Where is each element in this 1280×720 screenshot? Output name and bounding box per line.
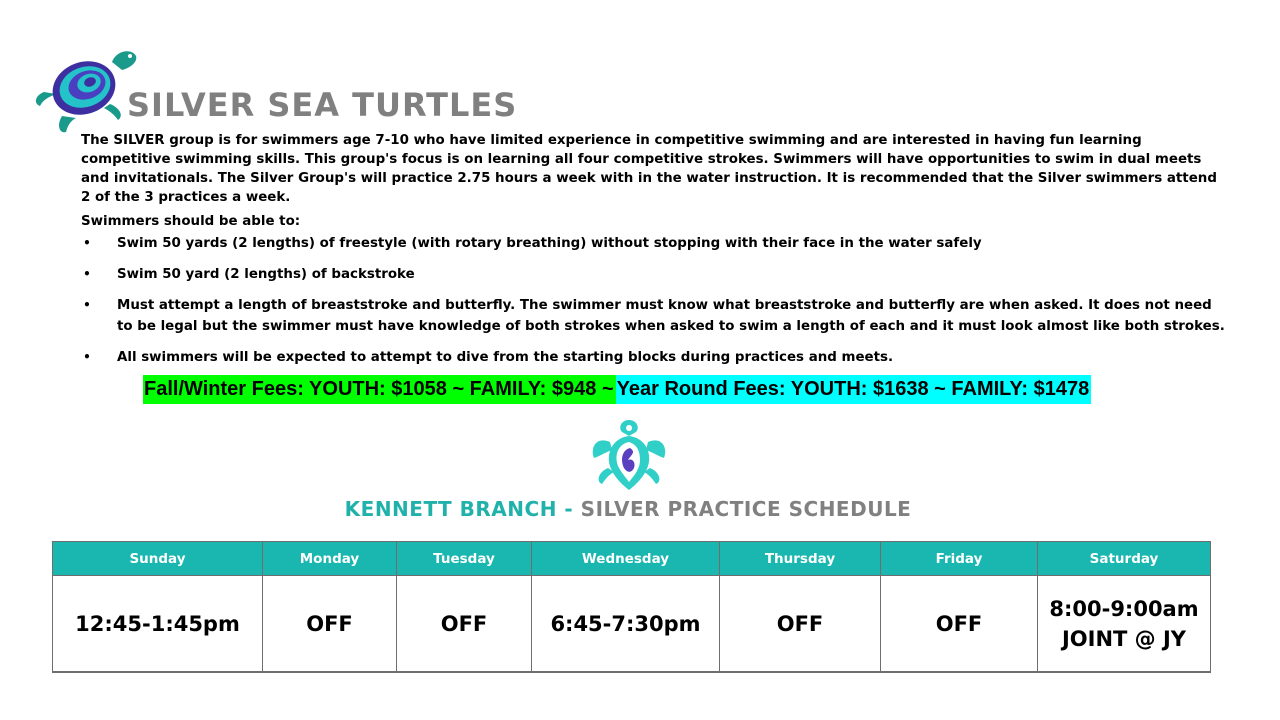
list-item: • All swimmers will be expected to attempt to dive from the starting blocks during practices and meets. — [81, 347, 1226, 368]
column-header: Wednesday — [532, 542, 720, 576]
column-header: Tuesday — [397, 542, 532, 576]
table-cell: OFF — [720, 576, 881, 673]
table-header-row — [53, 542, 1211, 576]
bullet-icon: • — [83, 236, 91, 250]
practice-schedule-table — [52, 541, 1211, 673]
schedule-heading: SILVER PRACTICE SCHEDULE — [580, 497, 912, 521]
table-cell — [1038, 576, 1211, 673]
branch-name: KENNETT BRANCH - — [344, 497, 581, 521]
year-round-fees: Year Round Fees: YOUTH: $1638 ~ FAMILY: $1478 — [616, 375, 1092, 404]
schedule-title — [0, 497, 1256, 521]
table-cell: 6:45-7:30pm — [532, 576, 720, 673]
intro-paragraph: The SILVER group is for swimmers age 7-10 who have limited experience in competitive swimming and are interested in having fun learning competitive swimming skills. This group's focus is on learning all four competitive strokes. Swimmers will have opportunities to swim in dual meets and invitationals. The Silver Group's will practice 2.75 hours a week with in the water instruction. It is recommended that the Silver swimmers attend 2 of the 3 practices a week. — [81, 133, 1217, 205]
column-header: Friday — [881, 542, 1038, 576]
table-cell: OFF — [397, 576, 532, 673]
bullet-icon: • — [83, 267, 91, 281]
list-item: • Swim 50 yard (2 lengths) of backstroke — [81, 264, 1226, 285]
saturday-note: JOINT @ JY — [1061, 626, 1187, 651]
fees-line — [143, 375, 1091, 404]
list-item: • Must attempt a length of breaststroke and butterfly. The swimmer must know what breaststroke and butterfly are when asked. It does not need to be legal but the swimmer must have knowledge of both strokes when asked to swim a length of each and it must look almost like both strokes. — [81, 295, 1226, 337]
bullet-icon: • — [83, 298, 91, 312]
table-cell: OFF — [881, 576, 1038, 673]
page-title: SILVER SEA TURTLES — [127, 86, 518, 124]
turtle-icon — [32, 48, 140, 134]
saturday-time: 8:00-9:00am — [1049, 596, 1199, 621]
table-cell: 12:45-1:45pm — [53, 576, 263, 673]
table-cell: OFF — [263, 576, 397, 673]
fall-winter-fees: Fall/Winter Fees: YOUTH: $1058 ~ FAMILY: $948 ~ — [143, 375, 616, 404]
column-header: Saturday — [1038, 542, 1211, 576]
requirements-lead: Swimmers should be able to: — [81, 214, 301, 229]
turtle-icon — [588, 418, 670, 492]
table-row — [53, 576, 1211, 673]
column-header: Sunday — [53, 542, 263, 576]
bullet-icon: • — [83, 350, 91, 364]
column-header: Monday — [263, 542, 397, 576]
list-item: • Swim 50 yards (2 lengths) of freestyle (with rotary breathing) without stopping with their face in the water safely — [81, 233, 1226, 254]
column-header: Thursday — [720, 542, 881, 576]
